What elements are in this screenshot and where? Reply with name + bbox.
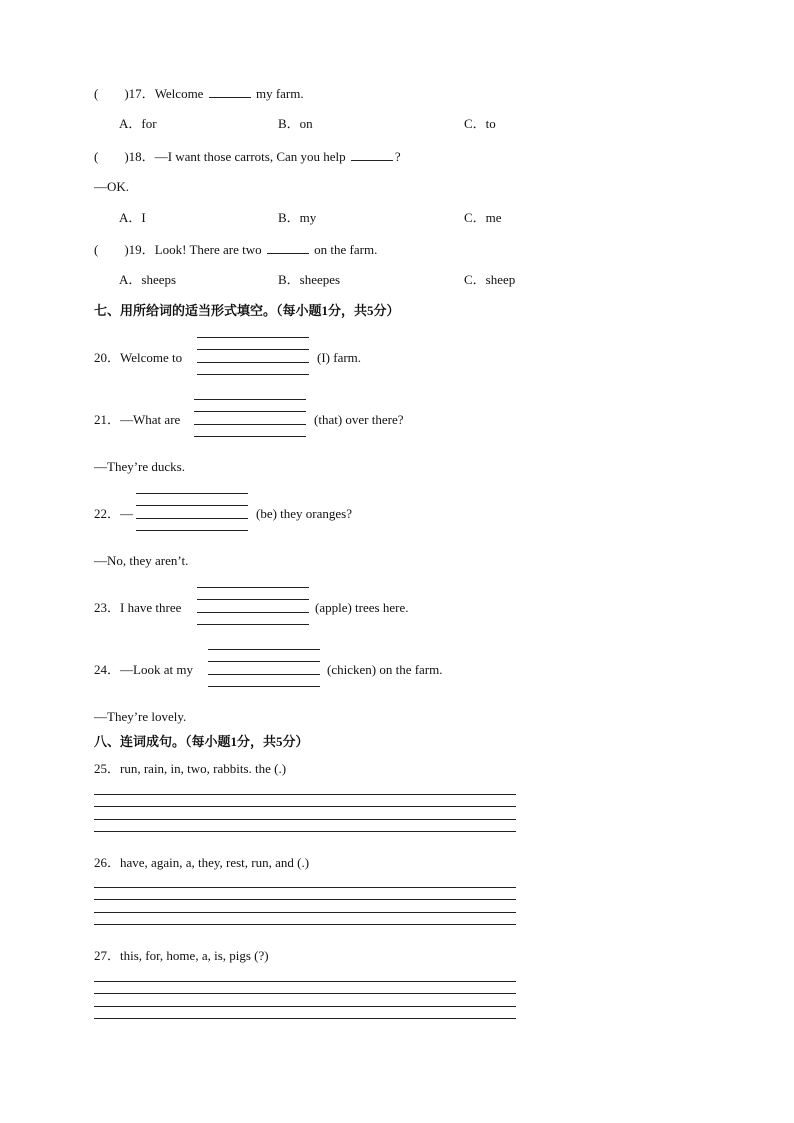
answer-paren[interactable]: ( ) [94, 86, 129, 101]
question-text-before: Welcome [154, 86, 204, 101]
question-22-reply: —No, they aren’t. [94, 553, 189, 568]
answer-line [197, 337, 309, 338]
question-25 [94, 762, 286, 775]
question-number: 17． [128, 86, 155, 101]
question-24 [94, 663, 193, 676]
answer-input-line[interactable] [194, 424, 306, 425]
question-number: 19． [128, 242, 155, 257]
answer-input-line[interactable] [197, 612, 309, 613]
writing-line[interactable] [94, 819, 516, 820]
question-text-before: Welcome to [120, 350, 183, 365]
answer-line [194, 411, 306, 412]
section-8-heading: 八、连词成句。（每小题1分，共5分） [94, 734, 309, 749]
question-number: 22． [94, 506, 121, 521]
answer-paren[interactable]: ( ) [94, 149, 129, 164]
answer-line [197, 599, 309, 600]
writing-line[interactable] [94, 899, 516, 900]
question-19 [94, 242, 377, 256]
question-text-after: my farm. [255, 86, 304, 101]
writing-line[interactable] [94, 887, 516, 888]
question-text-after: ? [394, 149, 401, 164]
answer-line [194, 436, 306, 437]
question-number: 23． [94, 600, 121, 615]
question-text-after: on the farm. [314, 242, 378, 257]
question-23 [94, 601, 181, 614]
question-text-after: (chicken) on the farm. [327, 662, 443, 677]
writing-line[interactable] [94, 981, 516, 982]
question-22 [94, 507, 133, 520]
answer-input-line[interactable] [208, 674, 320, 675]
question-21 [94, 413, 180, 426]
question-number: 18． [128, 149, 155, 164]
answer-line [208, 661, 320, 662]
question-text-before: —I want those carrots, Can you help [154, 149, 346, 164]
question-text-before: Look! There are two [154, 242, 262, 257]
option-c[interactable]: C．sheep [464, 272, 516, 287]
option-a[interactable]: A．sheeps [119, 272, 177, 287]
question-text-before: — [120, 506, 134, 521]
question-text-after: (I) farm. [317, 350, 362, 365]
question-20 [94, 351, 182, 364]
question-number: 21． [94, 412, 121, 427]
writing-line[interactable] [94, 924, 516, 925]
option-a[interactable]: A．I [119, 210, 146, 225]
writing-line[interactable] [94, 806, 516, 807]
option-b[interactable]: B．sheepes [278, 272, 341, 287]
option-b[interactable]: B．on [278, 116, 313, 131]
answer-blank[interactable] [267, 242, 309, 254]
question-number: 25． [94, 761, 121, 776]
answer-line [208, 649, 320, 650]
option-c[interactable]: C．me [464, 210, 502, 225]
question-18 [94, 149, 401, 163]
question-26 [94, 856, 309, 869]
question-27 [94, 949, 269, 962]
question-17 [94, 86, 304, 100]
question-text-after: (be) they oranges? [256, 506, 353, 521]
writing-line[interactable] [94, 993, 516, 994]
question-number: 27． [94, 948, 121, 963]
question-words: this, for, home, a, is, pigs (?) [120, 948, 269, 963]
question-text-before: —What are [120, 412, 181, 427]
question-number: 26． [94, 855, 121, 870]
question-words: have, again, a, they, rest, run, and (.) [120, 855, 310, 870]
question-number: 20． [94, 350, 121, 365]
question-text-before: I have three [120, 600, 182, 615]
answer-line [136, 530, 248, 531]
writing-line[interactable] [94, 1006, 516, 1007]
section-7-heading: 七、用所给词的适当形式填空。（每小题1分，共5分） [94, 303, 400, 318]
answer-line [136, 505, 248, 506]
answer-line [194, 399, 306, 400]
answer-paren[interactable]: ( ) [94, 242, 129, 257]
answer-blank[interactable] [209, 86, 251, 98]
answer-line [197, 349, 309, 350]
question-text-before: —Look at my [120, 662, 193, 677]
question-18-reply: —OK. [94, 179, 130, 194]
answer-line [197, 624, 309, 625]
answer-input-line[interactable] [197, 362, 309, 363]
answer-line [208, 686, 320, 687]
answer-line [197, 374, 309, 375]
answer-input-line[interactable] [136, 518, 248, 519]
answer-line [197, 587, 309, 588]
option-a[interactable]: A．for [119, 116, 157, 131]
question-text-after: (that) over there? [314, 412, 404, 427]
writing-line[interactable] [94, 831, 516, 832]
question-text-after: (apple) trees here. [315, 600, 409, 615]
writing-line[interactable] [94, 1018, 516, 1019]
writing-line[interactable] [94, 912, 516, 913]
answer-blank[interactable] [351, 149, 393, 161]
option-c[interactable]: C．to [464, 116, 496, 131]
answer-line [136, 493, 248, 494]
question-21-reply: —They’re ducks. [94, 459, 185, 474]
writing-line[interactable] [94, 794, 516, 795]
question-24-reply: —They’re lovely. [94, 709, 187, 724]
option-b[interactable]: B．my [278, 210, 317, 225]
question-number: 24． [94, 662, 121, 677]
question-words: run, rain, in, two, rabbits. the (.) [120, 761, 287, 776]
